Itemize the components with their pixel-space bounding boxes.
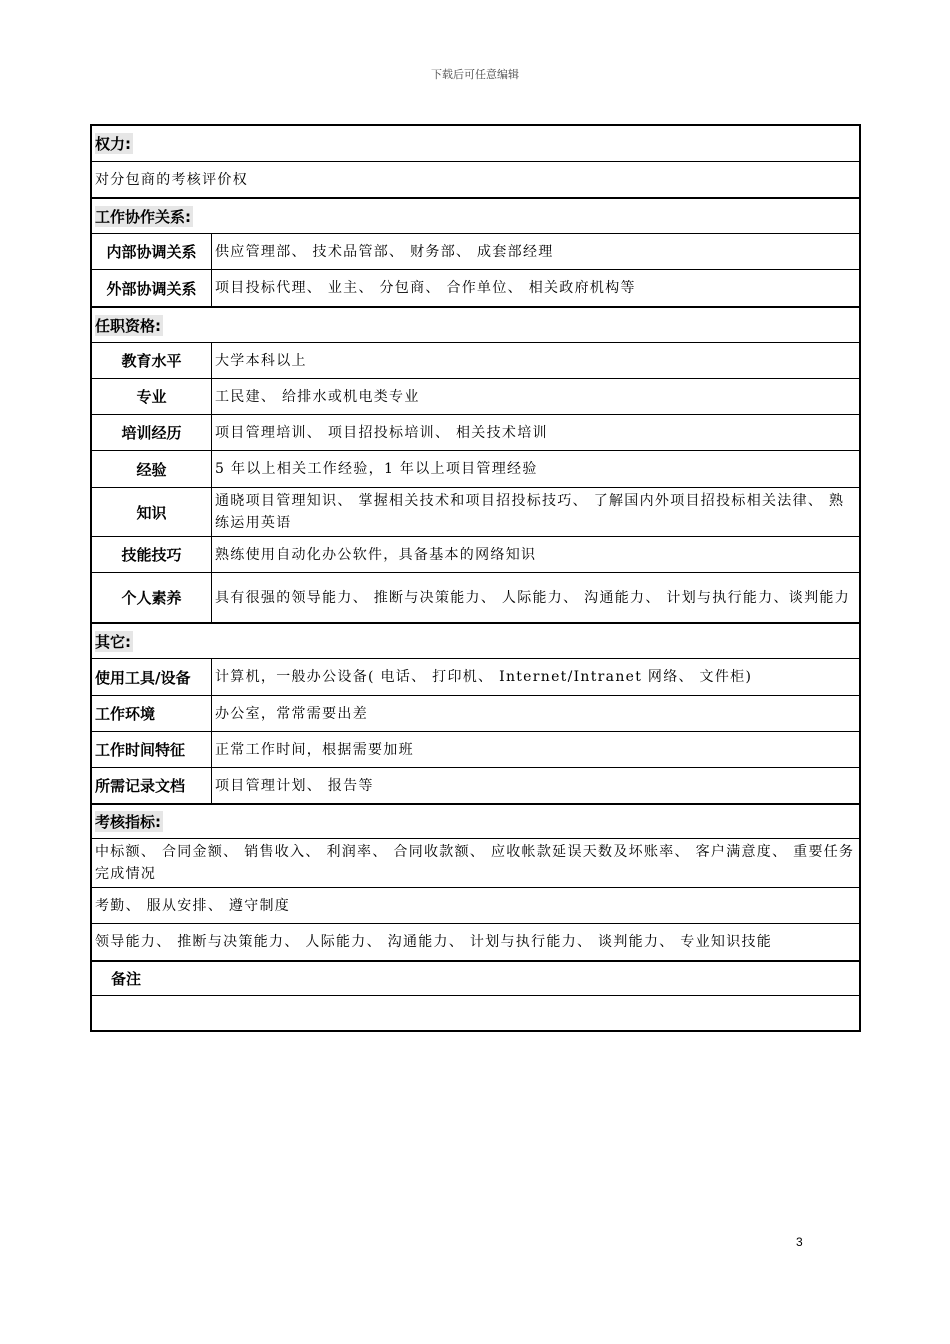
- external-relations-value: 项目投标代理、 业主、 分包商、 合作单位、 相关政府机构等: [215, 280, 636, 296]
- section-authority-heading: 权力:: [95, 135, 131, 153]
- internal-relations-value: 供应管理部、 技术品管部、 财务部、 成套部经理: [215, 243, 554, 260]
- qualification-row: [92, 536, 859, 572]
- relation-row-external: [92, 269, 859, 306]
- qualification-row: [92, 487, 859, 536]
- qualification-value: 大学本科以上: [215, 352, 307, 369]
- other-value: 计算机，一般办公设备( 电话、 打印机、 Internet/Intranet 网络、 文件柜): [215, 669, 753, 685]
- qualification-label: 经验: [92, 451, 212, 487]
- other-value: 项目管理计划、 报告等: [215, 777, 374, 794]
- section-qualifications: [92, 306, 859, 342]
- qualification-value: 项目管理培训、 项目招投标培训、 相关技术培训: [215, 424, 548, 441]
- qualification-row: [92, 450, 859, 487]
- qualification-label: 个人素养: [92, 573, 212, 622]
- section-other: [92, 622, 859, 658]
- section-kpi: [92, 803, 859, 838]
- relation-row-internal: [92, 233, 859, 269]
- section-qualifications-heading: 任职资格:: [95, 316, 161, 335]
- qualification-row: [92, 378, 859, 414]
- section-authority: [92, 126, 859, 161]
- remarks-label: 备注: [92, 960, 859, 995]
- other-label: 所需记录文档: [92, 768, 212, 803]
- other-label: 工作环境: [92, 696, 212, 731]
- qualification-label: 知识: [92, 488, 212, 536]
- other-row: [92, 695, 859, 731]
- qualification-row: [92, 572, 859, 622]
- section-relations: [92, 197, 859, 233]
- qualification-value: 具有很强的领导能力、 推断与决策能力、 人际能力、 沟通能力、 计划与执行能力、谈判能力: [215, 589, 850, 606]
- section-relations-heading: 工作协作关系:: [95, 207, 191, 226]
- other-value: 正常工作时间，根据需要加班: [215, 741, 414, 758]
- qualification-label: 专业: [92, 379, 212, 414]
- section-kpi-heading: 考核指标:: [95, 813, 161, 831]
- qualification-label: 培训经历: [92, 415, 212, 450]
- qualification-label: 教育水平: [92, 343, 212, 378]
- qualification-label: 技能技巧: [92, 537, 212, 572]
- kpi-line: 中标额、 合同金额、 销售收入、 利润率、 合同收款额、 应收帐款延误天数及坏账率、 客户满意度、 重要任务完成情况: [92, 838, 859, 887]
- internal-relations-label: 内部协调关系: [92, 234, 212, 269]
- qualification-row: [92, 414, 859, 450]
- other-label: 工作时间特征: [92, 732, 212, 767]
- page-number: 3: [796, 1235, 803, 1249]
- qualification-row: [92, 342, 859, 378]
- job-description-table: [90, 124, 861, 1032]
- qualification-value: 通晓项目管理知识、 掌握相关技术和项目招投标技巧、 了解国内外项目招投标相关法律、 熟练运用英语: [215, 493, 845, 531]
- other-value: 办公室，常常需要出差: [215, 705, 368, 722]
- qualification-value: 熟练使用自动化办公软件，具备基本的网络知识: [215, 546, 537, 563]
- kpi-line: 领导能力、 推断与决策能力、 人际能力、 沟通能力、 计划与执行能力、 谈判能力、 专业知识技能: [92, 923, 859, 960]
- authority-text: 对分包商的考核评价权: [92, 161, 859, 197]
- other-row: [92, 767, 859, 803]
- remarks-text: [92, 995, 859, 1030]
- external-relations-label: 外部协调关系: [92, 270, 212, 306]
- section-other-heading: 其它:: [95, 632, 131, 651]
- kpi-line: 考勤、 服从安排、 遵守制度: [92, 887, 859, 923]
- qualification-value: 工民建、 给排水或机电类专业: [215, 388, 420, 405]
- other-label: 使用工具/设备: [92, 659, 212, 695]
- other-row: [92, 731, 859, 767]
- other-row: [92, 658, 859, 695]
- qualification-value: 5 年以上相关工作经验，1 年以上项目管理经验: [215, 461, 538, 477]
- header-note: 下载后可任意编辑: [431, 68, 519, 81]
